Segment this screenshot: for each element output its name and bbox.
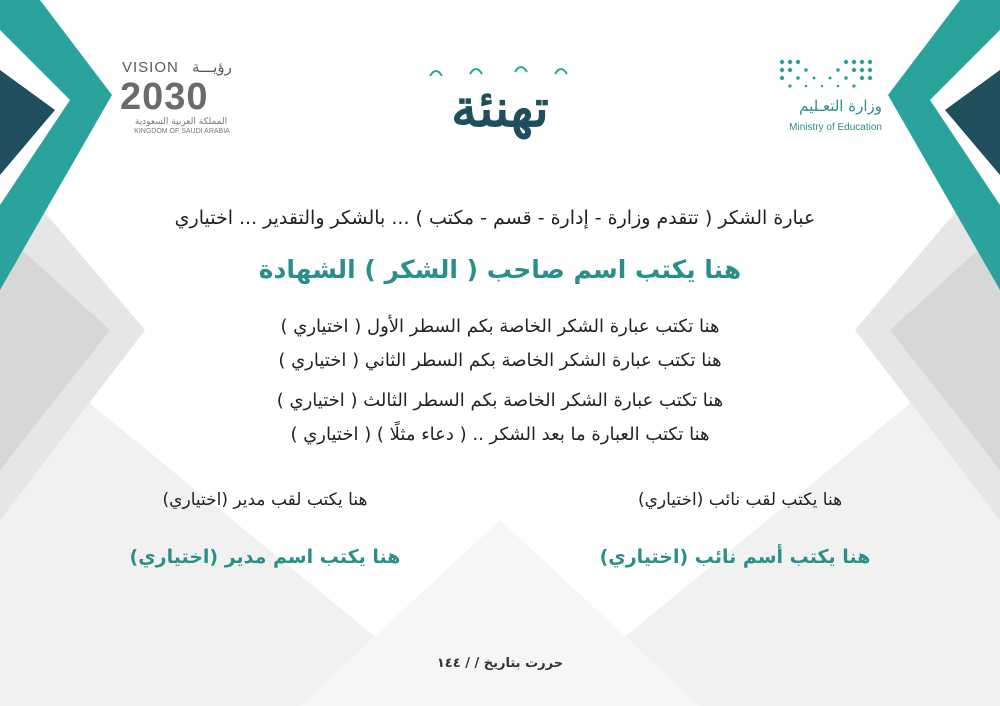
vision-country-ar: المملكة العربية السعودية: [134, 117, 228, 127]
deputy-title: هنا يكتب لقب نائب (اختياري): [637, 490, 843, 510]
body-line-2: هنا تكتب عبارة الشكر الخاصة بكم السطر الثاني ( اختياري ): [278, 350, 722, 371]
vision-label: VISION: [122, 59, 179, 76]
body-line-1: هنا تكتب عبارة الشكر الخاصة بكم السطر الأول ( اختياري ): [280, 316, 720, 337]
recipient-name: هنا يكتب اسم صاحب ( الشكر ) الشهادة: [258, 255, 742, 284]
vision-year: 2030: [120, 76, 209, 118]
vision-2030-logo: [122, 58, 244, 76]
ministry-dots-icon: [778, 58, 878, 92]
congratulations-title: تهنئة: [451, 78, 549, 139]
intro-text: عبارة الشكر ( تتقدم وزارة - إدارة - قسم - مكتب ) ... بالشكر والتقدير ... اختياري: [174, 207, 816, 229]
manager-name: هنا يكتب اسم مدير (اختياري): [129, 546, 401, 568]
vision-country-en: KINGDOM OF SAUDI ARABIA: [134, 128, 230, 135]
deputy-name: هنا يكتب أسم نائب (اختياري): [599, 546, 871, 568]
vision-ar-label: رؤيـــة: [192, 59, 232, 76]
ministry-name-en: Ministry of Education: [789, 122, 882, 133]
title-ornament-icon: [420, 62, 580, 82]
manager-title: هنا يكتب لقب مدير (اختياري): [162, 490, 368, 510]
ministry-name-ar: وزارة التعـليم: [799, 97, 882, 115]
body-line-4: هنا تكتب العبارة ما بعد الشكر .. ( دعاء مثلًا ) ( اختياري ): [290, 424, 710, 445]
body-line-3: هنا تكتب عبارة الشكر الخاصة بكم السطر الثالث ( اختياري ): [276, 390, 724, 411]
issue-date: حررت بتاريخ / / ١٤٤: [436, 656, 564, 671]
